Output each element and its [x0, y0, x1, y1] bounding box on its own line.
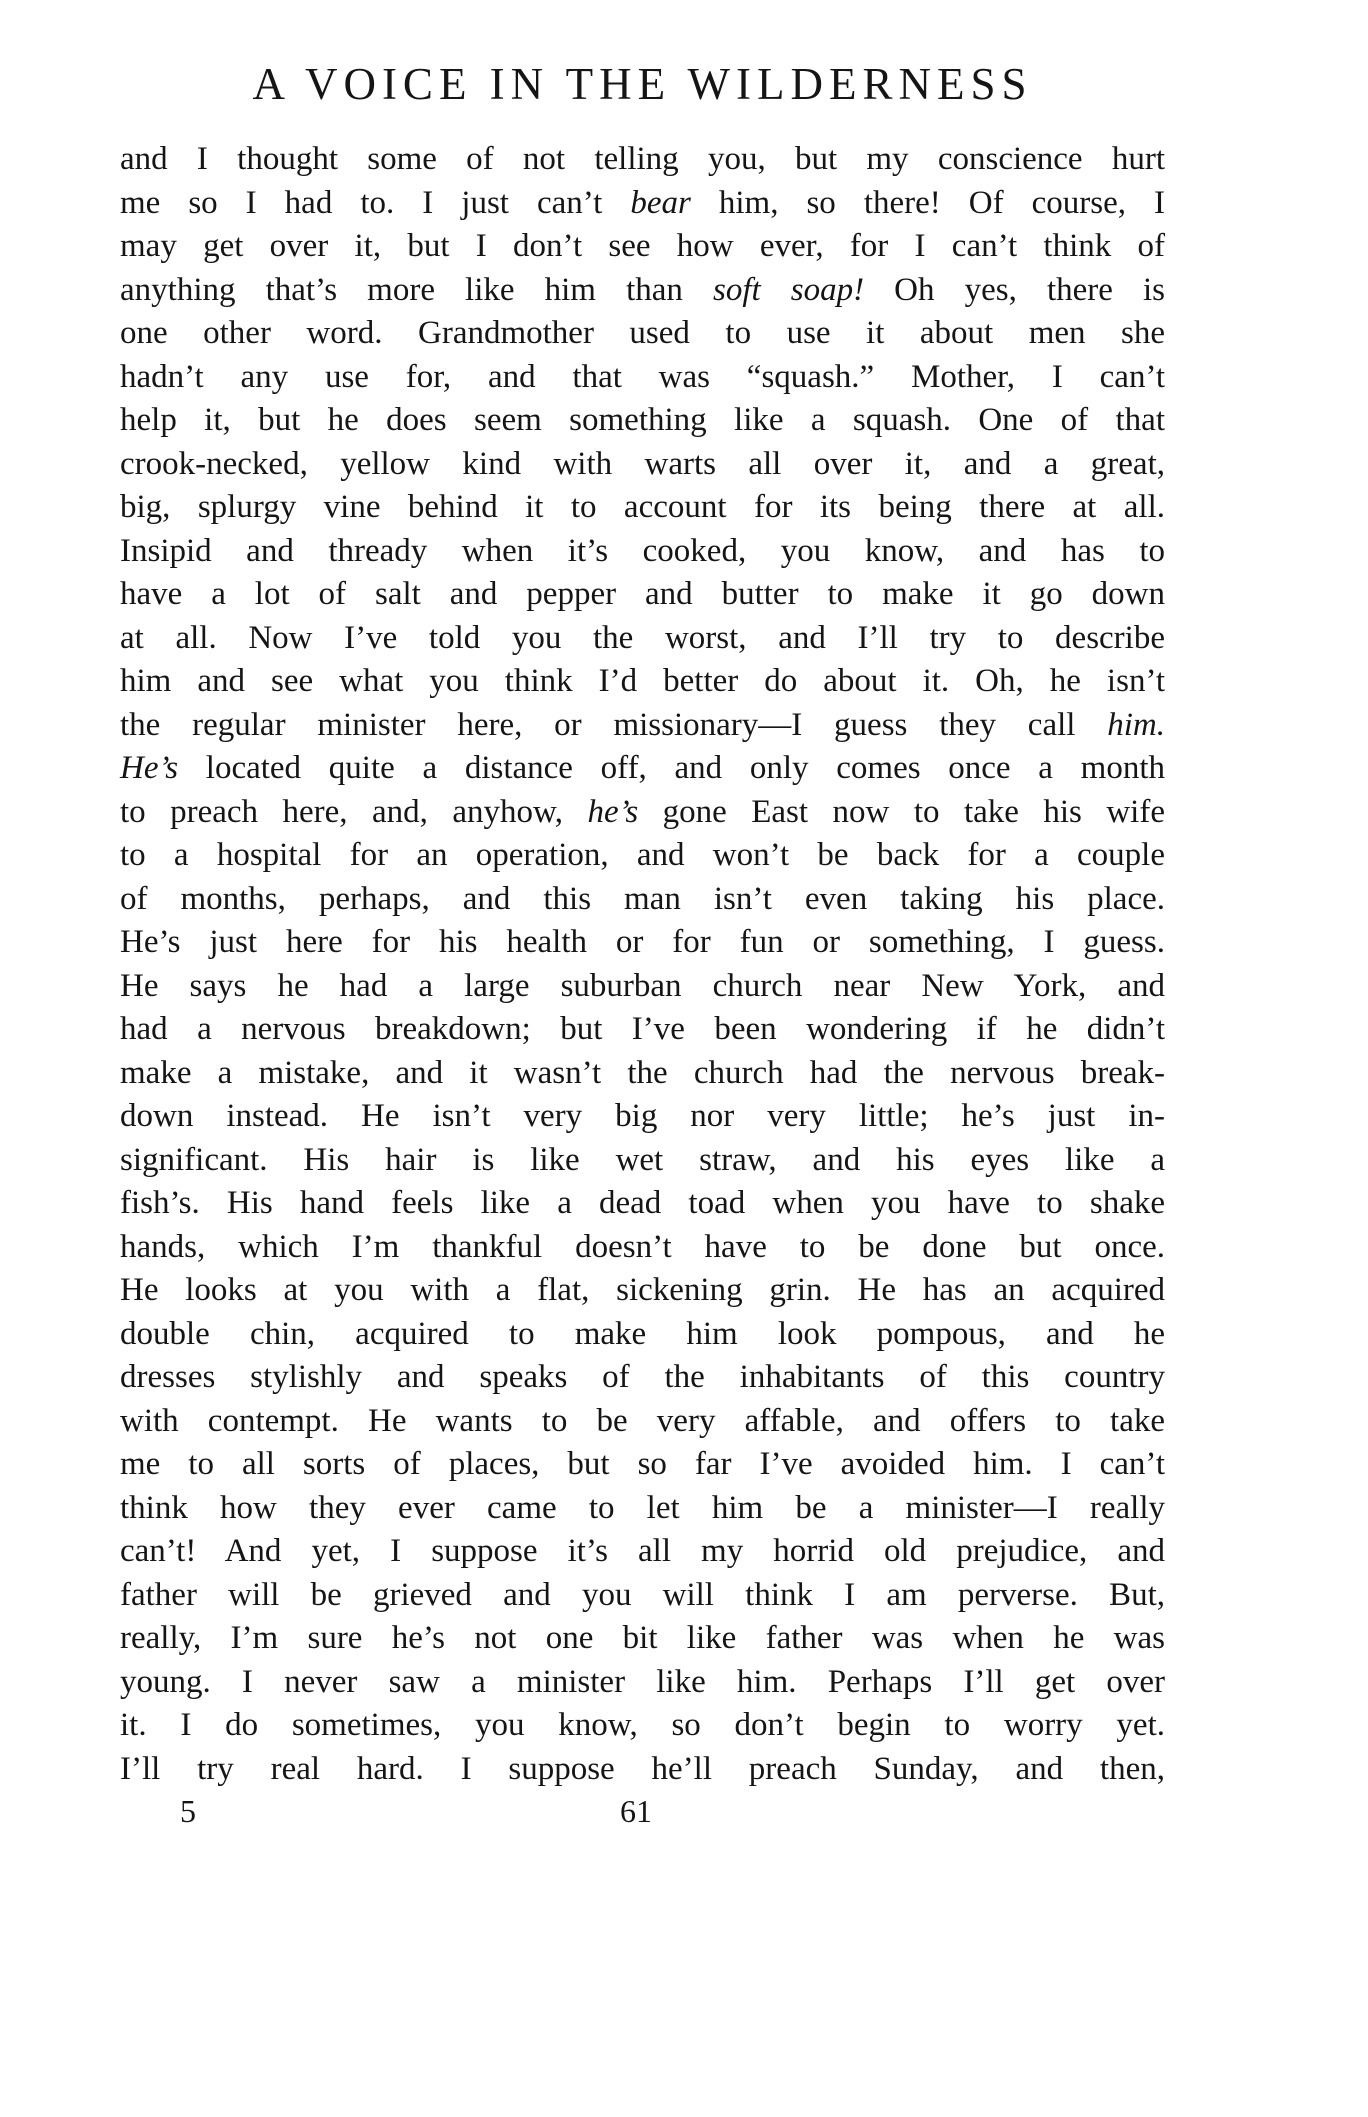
text-line [120, 834, 1165, 878]
text-line [120, 1487, 1165, 1531]
text-line [120, 1182, 1165, 1226]
text-run: father will be grieved and you will think I am perverse. But, [120, 1576, 1165, 1613]
body-text [120, 138, 1165, 1791]
text-run: gone East now to take his wife [638, 793, 1165, 830]
text-line [120, 1748, 1165, 1792]
page-footer [120, 1793, 1165, 1837]
text-line [120, 573, 1165, 617]
text-run: can’t! And yet, I suppose it’s all my horrid old prejudice, and [120, 1533, 1165, 1569]
text-run: make a mistake, and it wasn’t the church had the nervous break- [120, 1054, 1165, 1091]
text-line [120, 1574, 1165, 1618]
text-run: him and see what you think I’d better do about it. Oh, he isn’t [120, 663, 1165, 699]
italic-text: he’s [587, 793, 639, 830]
text-run: hadn’t any use for, and that was “squash.” Mother, I can’t [120, 358, 1165, 395]
text-line [120, 747, 1165, 791]
text-run: hands, which I’m thankful doesn’t have to be done but once. [120, 1228, 1165, 1265]
text-line [120, 1530, 1165, 1574]
text-run: have a lot of salt and pepper and butter to make it go down [120, 576, 1165, 612]
text-run: him, so there! Of course, I [690, 184, 1165, 221]
text-run: may get over it, but I don’t see how ever, for I can’t think of [120, 228, 1165, 264]
text-line [120, 704, 1165, 748]
text-line [120, 312, 1165, 356]
text-line [120, 1139, 1165, 1183]
text-run: young. I never saw a minister like him. Perhaps I’ll get over [120, 1663, 1165, 1700]
text-run: really, I’m sure he’s not one bit like father was when he was [120, 1620, 1165, 1656]
text-run: one other word. Grandmother used to use it about men she [120, 315, 1165, 351]
text-run: of months, perhaps, and this man isn’t even taking his place. [120, 880, 1165, 917]
text-run: double chin, acquired to make him look pompous, and he [120, 1315, 1165, 1352]
text-run: significant. His hair is like wet straw, and his eyes like a [120, 1141, 1165, 1178]
italic-text: bear [630, 184, 691, 221]
text-run: Oh yes, there is [864, 271, 1165, 308]
text-run: He’s just here for his health or for fun or something, I guess. [120, 924, 1165, 960]
text-line [120, 1052, 1165, 1096]
text-run: dresses stylishly and speaks of the inhabitants of this country [120, 1359, 1165, 1395]
italic-text: He’s [120, 750, 179, 786]
text-line [120, 399, 1165, 443]
text-line [120, 921, 1165, 965]
text-line [120, 182, 1165, 226]
text-line [120, 617, 1165, 661]
text-line [120, 660, 1165, 704]
text-line [120, 138, 1165, 182]
text-run: to preach here, and, anyhow, [120, 793, 588, 830]
text-run: at all. Now I’ve told you the worst, and I’ll try to describe [120, 619, 1165, 656]
text-run: it. I do sometimes, you know, so don’t begin to worry yet. [120, 1707, 1165, 1743]
signature-mark: 5 [180, 1793, 196, 1829]
page-number: 61 [620, 1793, 652, 1829]
text-run: big, splurgy vine behind it to account for its being there at all. [120, 489, 1165, 525]
text-line [120, 486, 1165, 530]
text-line [120, 1356, 1165, 1400]
text-run: located quite a distance off, and only comes once a month [178, 750, 1165, 786]
text-line [120, 225, 1165, 269]
text-line [120, 1008, 1165, 1052]
text-line [120, 1443, 1165, 1487]
italic-text: him. [1107, 706, 1165, 743]
text-run: me to all sorts of places, but so far I’ve avoided him. I can’t [120, 1446, 1165, 1482]
text-line [120, 1269, 1165, 1313]
book-page [120, 56, 1165, 1837]
text-line [120, 530, 1165, 574]
text-line [120, 1226, 1165, 1270]
text-line [120, 1313, 1165, 1357]
text-run: crook-necked, yellow kind with warts all over it, and a great, [120, 445, 1165, 482]
text-run: think how they ever came to let him be a minister—I really [120, 1489, 1165, 1526]
text-run: with contempt. He wants to be very affable, and offers to take [120, 1402, 1165, 1439]
text-run: down instead. He isn’t very big nor very little; he’s just in- [120, 1098, 1165, 1134]
text-run: the regular minister here, or missionary—I guess they call [120, 706, 1108, 743]
text-run: Insipid and thready when it’s cooked, you know, and has to [120, 532, 1165, 569]
text-run: fish’s. His hand feels like a dead toad when you have to shake [120, 1185, 1165, 1221]
running-head: A VOICE IN THE WILDERNESS [252, 59, 1033, 109]
text-line [120, 1704, 1165, 1748]
text-line [120, 1617, 1165, 1661]
text-line [120, 1095, 1165, 1139]
text-line [120, 1400, 1165, 1444]
text-run: and I thought some of not telling you, but my conscience hurt [120, 141, 1165, 177]
text-run: to a hospital for an operation, and won’t be back for a couple [120, 837, 1165, 873]
text-line [120, 269, 1165, 313]
text-run: anything that’s more like him than [120, 271, 713, 308]
text-line [120, 791, 1165, 835]
italic-text: soft soap! [712, 271, 865, 308]
text-run: He says he had a large suburban church near New York, and [120, 967, 1165, 1004]
text-run: He looks at you with a flat, sickening grin. He has an acquired [120, 1272, 1165, 1308]
text-line [120, 965, 1165, 1009]
text-line [120, 356, 1165, 400]
text-line [120, 1661, 1165, 1705]
text-run: help it, but he does seem something like a squash. One of that [120, 402, 1165, 438]
text-run: had a nervous breakdown; but I’ve been wondering if he didn’t [120, 1011, 1165, 1047]
text-run: me so I had to. I just can’t [120, 184, 631, 221]
text-run: I’ll try real hard. I suppose he’ll preach Sunday, and then, [120, 1750, 1165, 1787]
text-line [120, 878, 1165, 922]
text-line [120, 443, 1165, 487]
